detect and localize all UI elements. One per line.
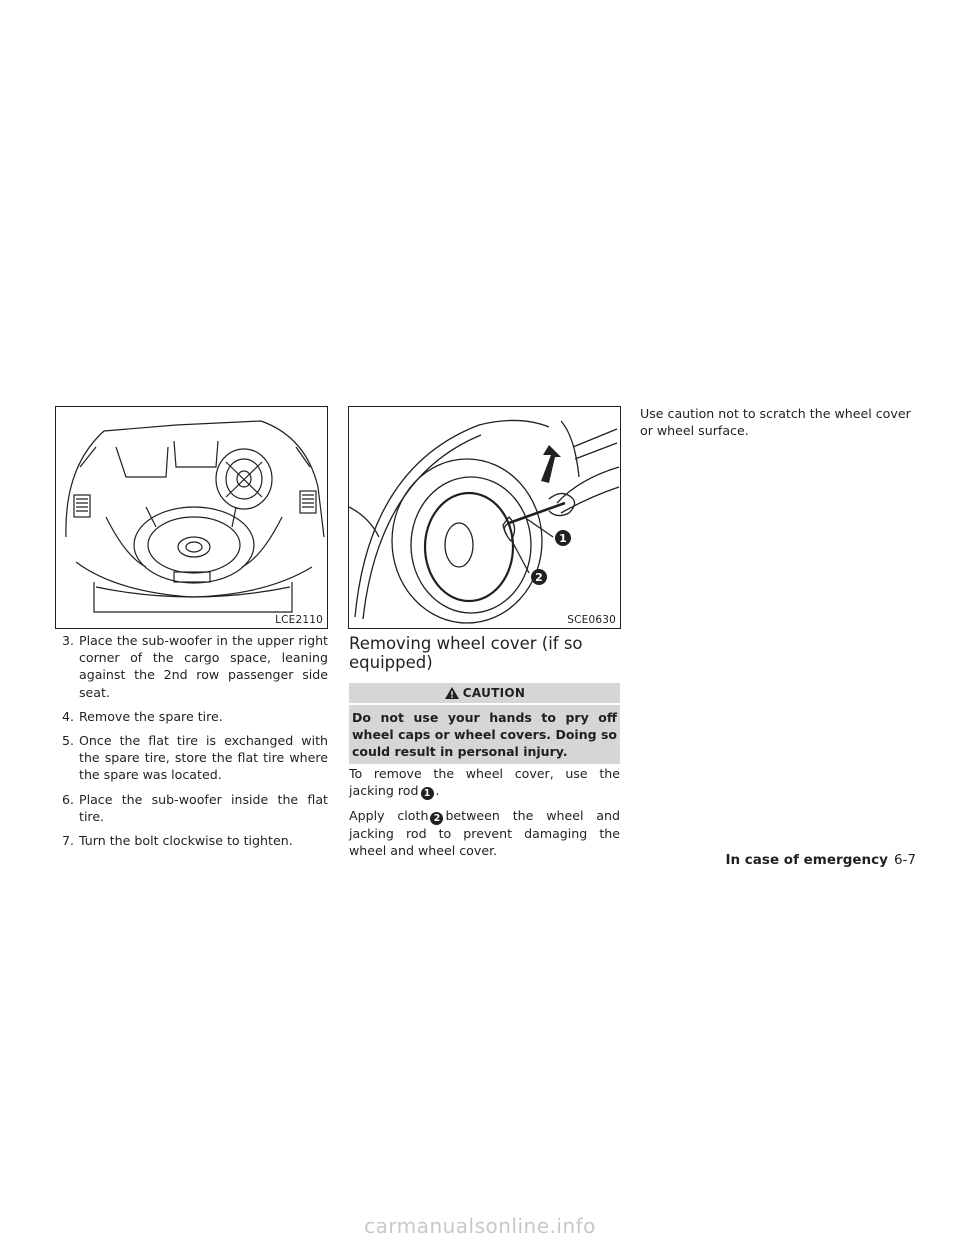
caution-header <box>349 683 620 705</box>
callout-2: 2 <box>535 571 543 584</box>
paragraph-caution-scratch: Use caution not to scratch the wheel cover or wheel surface. <box>640 406 911 439</box>
paragraph-text: . <box>435 783 440 799</box>
watermark: carmanualsonline.info <box>364 1214 596 1238</box>
step-number: 6. <box>62 791 75 807</box>
step-text: Turn the bolt clockwise to tighten. <box>79 833 293 849</box>
list-item <box>62 832 328 849</box>
paragraph-text: between the wheel and jacking rod to prevent damaging the wheel and wheel cover. <box>349 808 621 859</box>
callout-marker: 1 <box>421 787 434 800</box>
section-title: Removing wheel cover (if so equipped) <box>349 634 583 672</box>
wheel-cover-figure <box>348 406 621 629</box>
figure-code: SCE0630 <box>567 614 616 626</box>
page-footer <box>725 852 916 868</box>
paragraph-jacking-rod <box>349 765 620 800</box>
step-number: 3. <box>62 633 75 648</box>
chapter-title: In case of emergency <box>725 852 888 868</box>
wheel-cover-illustration <box>349 407 621 629</box>
caution-text: Do not use your hands to pry off wheel caps or wheel covers. Doing so could result in personal injury. <box>352 710 617 759</box>
step-number: 4. <box>62 708 75 724</box>
step-text: Once the flat tire is exchanged with the spare tire, store the flat tire where the spare was located. <box>79 733 328 783</box>
figure-code: LCE2110 <box>275 614 323 626</box>
steps-column <box>62 632 328 856</box>
list-item <box>62 732 328 784</box>
list-item <box>62 708 328 725</box>
page-number: 6-7 <box>893 852 916 868</box>
caution-label: CAUTION <box>462 686 526 700</box>
list-item <box>62 632 328 701</box>
caution-box <box>349 683 620 764</box>
list-item <box>62 791 328 825</box>
cargo-area-figure <box>55 406 328 629</box>
paragraph-text: To remove the wheel cover, use the jacking rod <box>349 766 620 799</box>
callout-marker: 2 <box>430 812 443 825</box>
step-text: Place the sub-woofer in the upper right corner of the cargo space, leaning against the 2nd row passenger side seat. <box>79 633 328 700</box>
paragraph-cloth <box>349 807 620 859</box>
paragraph-text: Apply cloth <box>349 808 429 824</box>
step-number: 5. <box>62 733 75 749</box>
step-list <box>62 632 328 849</box>
step-number: 7. <box>62 833 75 849</box>
instructions-column <box>349 765 620 867</box>
step-text: Remove the spare tire. <box>79 708 223 724</box>
warning-icon <box>444 686 460 700</box>
callout-1: 1 <box>559 532 567 545</box>
step-text: Place the sub-woofer inside the flat tire. <box>79 791 328 824</box>
cargo-area-illustration <box>56 407 328 629</box>
right-column <box>640 405 916 446</box>
